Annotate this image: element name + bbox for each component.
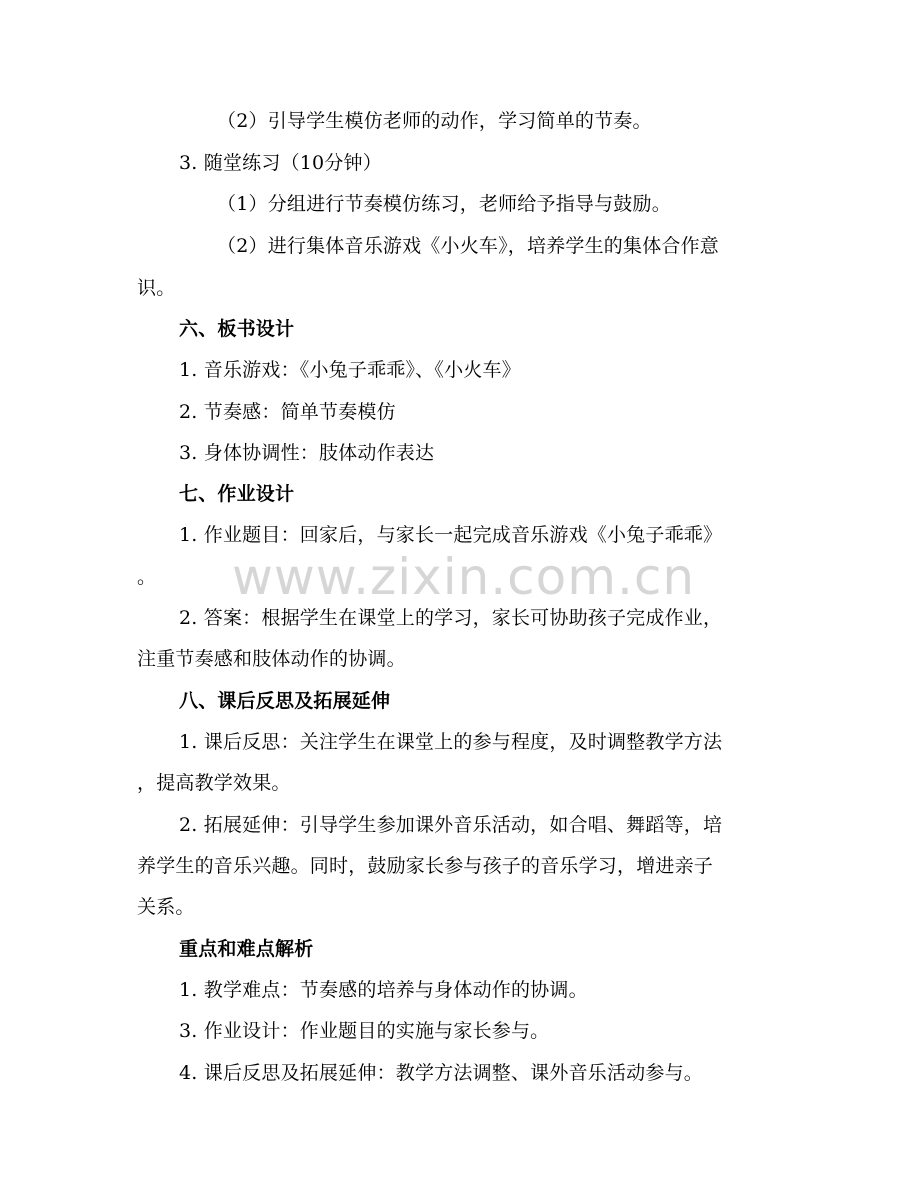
homework-item-2-continuation: 注重节奏感和肢体动作的协调。 [137,648,406,670]
section-heading-key-points: 重点和难点解析 [179,938,314,960]
board-item-2: 2. 节奏感：简单节奏模仿 [179,401,396,423]
reflection-item-2-continuation-2: 关系。 [137,896,195,918]
reflection-item-2: 2. 拓展延伸：引导学生参加课外音乐活动，如合唱、舞蹈等，培 [179,814,723,836]
step-3-1-text: （1）分组进行节奏模仿练习，老师给予指导与鼓励。 [217,193,671,215]
board-item-1: 1. 音乐游戏：《小兔子乖乖》、《小火车》 [179,359,521,381]
homework-item-1-continuation: 。 [137,566,157,588]
reflection-item-1-continuation: ，提高教学效果。 [137,772,291,794]
watermark: www.zixin.com.cn [232,548,696,606]
section-heading-board-design: 六、板书设计 [179,318,295,340]
key-point-item-1: 1. 教学难点：节奏感的培养与身体动作的协调。 [179,979,588,1001]
key-point-item-4: 4. 课后反思及拓展延伸：教学方法调整、课外音乐活动参与。 [179,1062,703,1084]
step-2-2-text: （2）引导学生模仿老师的动作，学习简单的节奏。 [217,110,652,132]
reflection-item-2-continuation-1: 养学生的音乐兴趣。同时，鼓励家长参与孩子的音乐学习，增进亲子 [137,855,714,877]
step-3-2-continuation: 识。 [137,277,176,299]
section-heading-reflection: 八、课后反思及拓展延伸 [179,690,391,712]
board-item-3: 3. 身体协调性：肢体动作表达 [179,442,435,464]
key-point-item-3: 3. 作业设计：作业题目的实施与家长参与。 [179,1020,550,1042]
homework-item-1: 1. 作业题目：回家后，与家长一起完成音乐游戏《小兔子乖乖》 [179,524,723,546]
reflection-item-1: 1. 课后反思：关注学生在课堂上的参与程度，及时调整教学方法 [179,731,723,753]
homework-item-2: 2. 答案：根据学生在课堂上的学习，家长可协助孩子完成作业， [179,607,723,629]
step-3-title: 3. 随堂练习（10分钟） [179,152,382,174]
step-3-2-text: （2）进行集体音乐游戏《小火车》，培养学生的集体合作意 [217,235,719,257]
section-heading-homework: 七、作业设计 [179,483,295,505]
